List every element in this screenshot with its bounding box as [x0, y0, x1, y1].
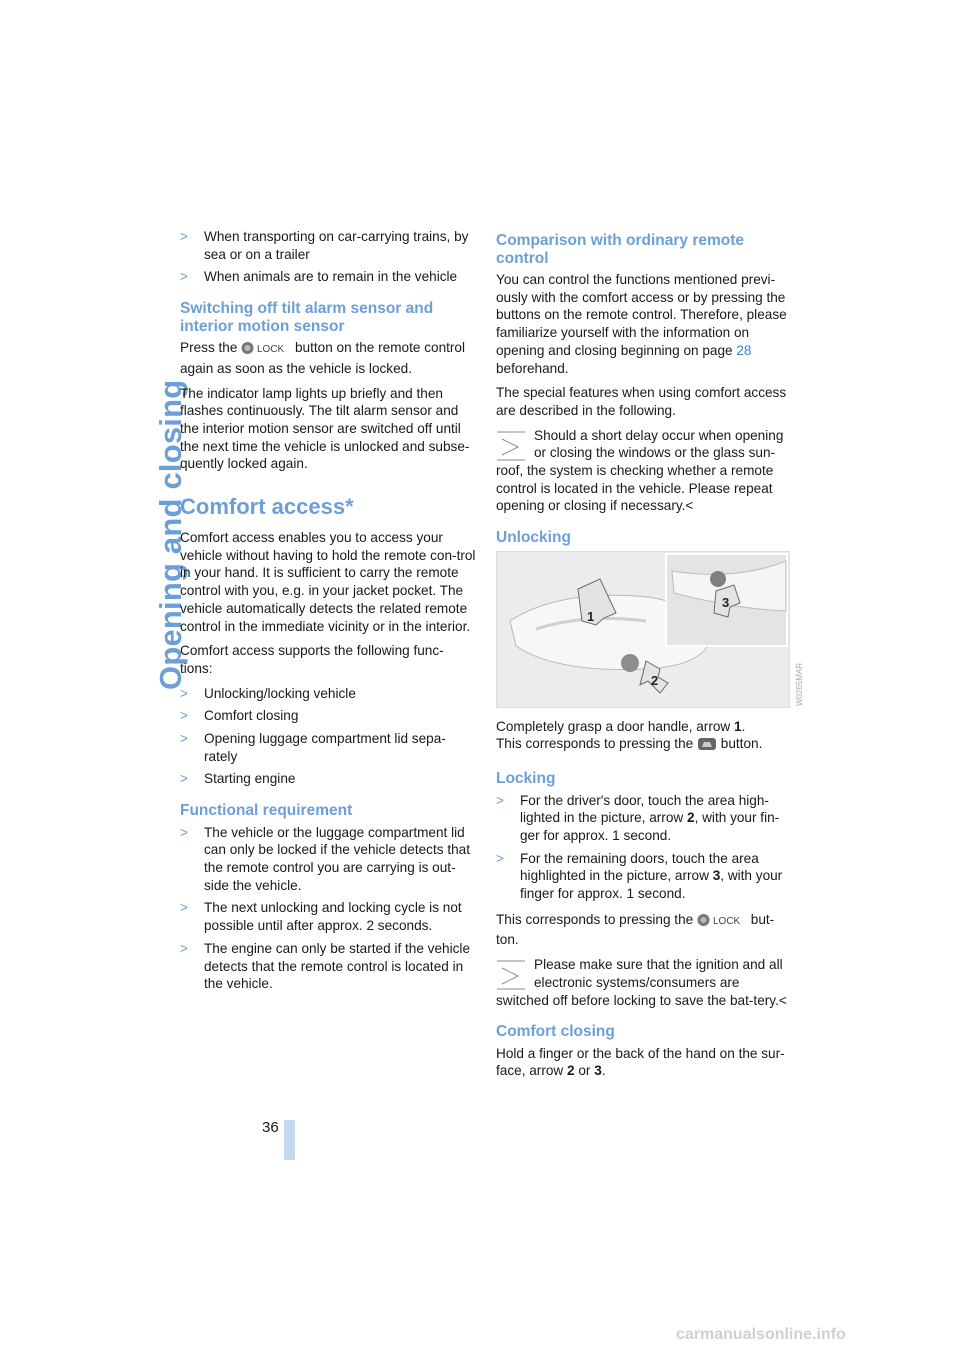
tilt-alarm-heading: Switching off tilt alarm sensor and interior motion sensor — [180, 300, 434, 335]
locking-heading: Locking — [496, 770, 556, 788]
bullet-icon: > — [180, 824, 188, 840]
comfort-closing-paragraph: Hold a finger or the back of the hand on the sur-face, arrow 2 or 3. — [496, 1045, 785, 1079]
list-item: > The engine can only be started if the vehicle detects that the remote control is located in the vehicle. — [180, 940, 471, 992]
bullet-icon: > — [180, 269, 188, 285]
bullet-icon: > — [180, 771, 188, 787]
note-box: Please make sure that the ignition and all electronic systems/consumers are switched off before locking to save the bat-tery.< — [496, 957, 787, 1008]
footer-watermark: carmanualsonline.info — [676, 1326, 846, 1343]
right-column — [496, 228, 792, 1087]
note-arrow-icon — [496, 431, 526, 461]
functions-list — [180, 685, 476, 789]
svg-text:3: 3 — [722, 594, 730, 610]
comfort-access-heading: Comfort access* — [180, 494, 354, 520]
functional-requirement-heading: Functional requirement — [180, 802, 353, 820]
list-item: > When animals are to remain in the vehicle — [180, 269, 458, 285]
list-item: > For the driver's door, touch the area high-lighted in the picture, arrow 2, with your fin-ger for approx. 1 second. — [496, 792, 780, 843]
chapter-title-text: Opening and closing — [153, 379, 188, 690]
requirements-list — [180, 824, 476, 993]
bullet-icon: > — [180, 685, 188, 701]
list-item: > Opening luggage compartment lid sepa-rately — [180, 731, 446, 764]
list-item: > When transporting on car-carrying trains, by sea or on a trailer — [180, 229, 469, 262]
list-item: > Starting engine — [180, 771, 296, 787]
comfort-paragraph-2: Comfort access supports the following func-tions: — [180, 643, 444, 676]
bullet-icon: > — [496, 792, 504, 808]
page-link[interactable]: 28 — [736, 342, 752, 358]
lock-button-icon — [241, 341, 291, 360]
page-marker-bar — [284, 1120, 295, 1160]
unlocking-paragraph: Completely grasp a door handle, arrow 1. This corresponds to pressing the button. — [496, 718, 792, 756]
list-item: > For the remaining doors, touch the area highlighted in the picture, arrow 3, with your finger for approx. 1 second. — [496, 850, 783, 902]
bullet-icon: > — [180, 940, 188, 956]
comparison-heading: Comparison with ordinary remote control — [496, 232, 745, 267]
list-item: > The next unlocking and locking cycle is not possible until after approx. 2 seconds. — [180, 900, 462, 934]
tilt-paragraph-2: The indicator lamp lights up briefly and then flashes continuously. The tilt alarm sensor and the interior motion sensor are switched off until the next time the vehicle is unlocked and subse-quently locked again. — [180, 385, 470, 472]
sidebar-chapter-title — [108, 230, 188, 690]
lock-button-icon — [697, 913, 747, 932]
note-arrow-icon — [496, 960, 526, 990]
unlocking-heading: Unlocking — [496, 529, 571, 547]
transport-list — [180, 228, 476, 286]
bullet-icon: > — [496, 850, 504, 866]
left-column — [180, 228, 476, 1001]
svg-text:1: 1 — [587, 608, 595, 624]
svg-text:LOCK: LOCK — [713, 915, 741, 927]
unlock-button-icon — [697, 737, 717, 756]
list-item: > Unlocking/locking vehicle — [180, 685, 356, 701]
locking-list — [496, 792, 792, 903]
svg-text:LOCK: LOCK — [257, 344, 285, 356]
figure-code-label — [792, 650, 806, 706]
bullet-icon: > — [180, 731, 188, 747]
bullet-icon: > — [180, 229, 188, 244]
bullet-icon: > — [180, 708, 188, 724]
list-item: > Comfort closing — [180, 708, 299, 724]
svg-text:W0265MAR: W0265MAR — [795, 662, 804, 706]
tilt-paragraph-1: Press the LOCK button on the remote control again as soon as the vehicle is locked. — [180, 340, 466, 376]
list-item: > The vehicle or the luggage compartment lid can only be locked if the vehicle detects that the remote control you are carrying is out-side the vehicle. — [180, 824, 470, 893]
comparison-paragraph-2: The special features when using comfort access are described in the following. — [496, 385, 787, 418]
comfort-paragraph-1: Comfort access enables you to access your vehicle without having to hold the remote con-trol in your hand. It is sufficient to carry the remote control with you, e.g. in your jacket pocket. The vehicle automatically detects the related remote control in the immediate vicinity or in the interior. — [180, 530, 476, 634]
comfort-closing-heading: Comfort closing — [496, 1023, 615, 1041]
locking-paragraph: This corresponds to pressing the LOCK but-ton. — [496, 911, 775, 948]
comparison-paragraph-1: You can control the functions mentioned previ-ously with the comfort access or by pressing the buttons on the remote control. Therefore, please familiarize yourself with the information on opening and closing beginning on page 28 beforehand. — [496, 272, 787, 376]
svg-text:2: 2 — [651, 672, 659, 688]
bullet-icon: > — [180, 900, 188, 916]
note-box: Should a short delay occur when opening or closing the windows or the glass sun-roof, the system is checking whether a remote control is located in the vehicle. Please repeat opening or closing if necessary.< — [496, 427, 784, 514]
door-handle-figure — [496, 551, 790, 708]
page-number: 36 — [262, 1119, 279, 1136]
